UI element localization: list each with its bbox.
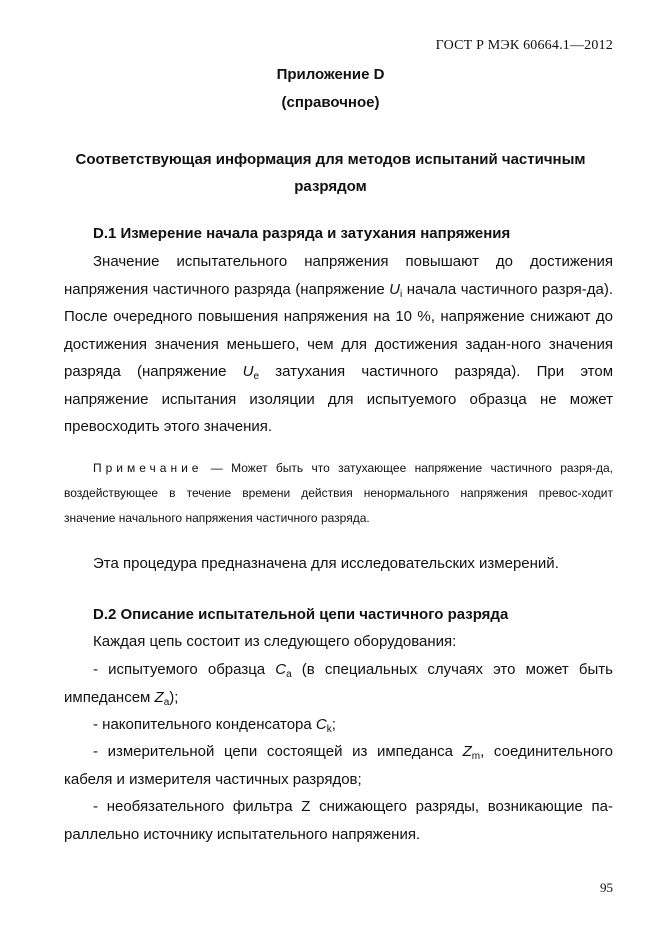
equipment-intro: Каждая цепь состоит из следующего оборудования: (93, 633, 457, 650)
appendix-subtitle: (справочное) (281, 94, 380, 111)
section-d1-paragraph: Значение испытательного напряжения повышают до достижения напряжения частичного разряда (напряжение $U_i$ начала частичного разря-да). После очередного повышения напряжения на 10 %, напряжение снижают до достижения значения меньшего, чем для достижения задан-ного значения разряда (напряжение $U_e$ затухания частичного разряда). При этом напряжение испытания изоляции для испытуемого образца не может превосходить этого значения. (64, 253, 614, 435)
equipment-item-filter: - необязательного фильтра Z снижающего разряды, возникающие па-раллельно источнику испытательного напряжения. (64, 798, 613, 843)
standard-header: ГОСТ Р МЭК 60664.1—2012 (435, 38, 613, 53)
equipment-item-measuring-circuit: - измерительной цепи состоящей из импеданса $Z_m$, соединительного кабеля и измерителя частичных разрядов; (64, 743, 613, 788)
equipment-item-capacitor: - накопительного конденсатора $C_k$; (93, 716, 336, 735)
section-d1-heading: D.1 Измерение начала разряда и затухания напряжения (93, 225, 511, 242)
appendix-title: Приложение D (276, 66, 385, 83)
note-label: Примечание (93, 461, 203, 475)
equipment-item-specimen: - испытуемого образца $C_a$ (в специальных случаях это может быть импедансем $Z_a$); (64, 661, 613, 708)
research-paragraph: Эта процедура предназначена для исследовательских измерений. (93, 555, 559, 572)
page-number: 95 (600, 880, 613, 895)
section-d2-heading: D.2 Описание испытательной цепи частичного разряда (93, 606, 509, 623)
document-title: Соответствующая информация для методов испытаний частичным разрядом (75, 151, 586, 195)
note-paragraph: Примечание — Может быть что затухающее напряжение частичного разря-да, воздействующее в течение времени действия ненормального напряжения превос-ходит значение начального напряжения частичного разряда. (64, 461, 613, 525)
